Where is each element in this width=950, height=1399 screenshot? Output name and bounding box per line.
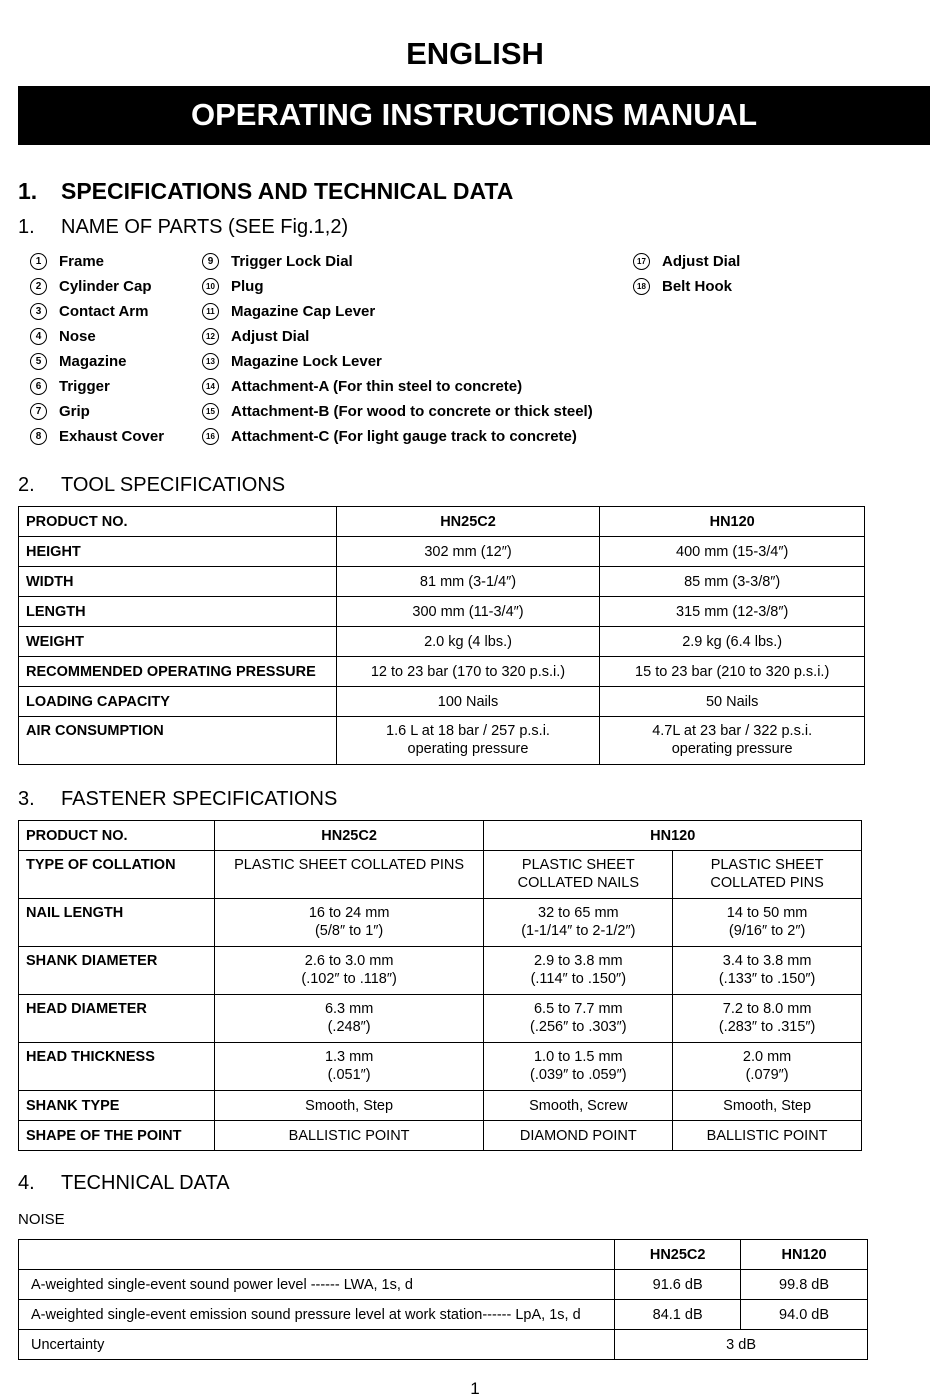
part-item bbox=[30, 326, 96, 348]
part-label: Contact Arm bbox=[59, 303, 149, 320]
cell-line: 3.4 to 3.8 mm bbox=[722, 953, 812, 969]
part-item bbox=[30, 276, 152, 298]
table-cell bbox=[484, 1043, 673, 1091]
part-label: Adjust Dial bbox=[231, 328, 310, 345]
part-number-icon: 6 bbox=[30, 378, 47, 395]
section-1-heading bbox=[18, 178, 513, 205]
fastener-spec-table bbox=[18, 820, 862, 1151]
table-row bbox=[19, 1043, 862, 1091]
table-cell: 15 to 23 bar (210 to 320 p.s.i.) bbox=[600, 657, 865, 687]
cell-line: 1.0 to 1.5 mm bbox=[533, 1049, 623, 1065]
table-cell bbox=[484, 899, 673, 947]
table-row bbox=[19, 657, 865, 687]
part-item bbox=[202, 326, 309, 348]
table-cell: PLASTIC SHEET COLLATED PINS bbox=[214, 851, 484, 899]
table-cell: Smooth, Screw bbox=[484, 1091, 673, 1121]
row-label: HEAD DIAMETER bbox=[19, 995, 215, 1043]
table-cell: 2.9 kg (6.4 lbs.) bbox=[600, 627, 865, 657]
cell-line: 1.3 mm bbox=[324, 1049, 374, 1065]
cell-line: (.283″ to .315″) bbox=[718, 1019, 816, 1035]
table-cell: 84.1 dB bbox=[615, 1300, 741, 1330]
part-number-icon: 4 bbox=[30, 328, 47, 345]
table-header-row bbox=[19, 821, 862, 851]
part-number-icon: 8 bbox=[30, 428, 47, 445]
part-item bbox=[202, 426, 577, 448]
row-label: SHAPE OF THE POINT bbox=[19, 1121, 215, 1151]
row-label: LOADING CAPACITY bbox=[19, 687, 337, 717]
table-cell bbox=[600, 717, 865, 765]
row-label: SHANK DIAMETER bbox=[19, 947, 215, 995]
header-cell: HN25C2 bbox=[615, 1240, 741, 1270]
cell-line: (1-1/14″ to 2-1/2″) bbox=[521, 923, 636, 939]
table-cell: 300 mm (11-3/4″) bbox=[336, 597, 600, 627]
cell-line: 32 to 65 mm bbox=[538, 905, 619, 921]
section-title: TOOL SPECIFICATIONS bbox=[61, 474, 286, 496]
part-number-icon: 3 bbox=[30, 303, 47, 320]
part-item bbox=[30, 401, 90, 423]
cell-line: (9/16″ to 2″) bbox=[728, 923, 806, 939]
table-cell bbox=[214, 1043, 484, 1091]
technical-data-heading bbox=[18, 1172, 230, 1195]
cell-line: (.039″ to .059″) bbox=[530, 1067, 627, 1083]
part-label: Trigger Lock Dial bbox=[231, 253, 353, 270]
cell-line: 1.6 L at 18 bar / 257 p.s.i. bbox=[386, 723, 550, 739]
table-cell bbox=[484, 851, 673, 899]
header-cell: HN120 bbox=[484, 821, 862, 851]
table-row bbox=[19, 1270, 868, 1300]
table-row bbox=[19, 899, 862, 947]
table-row bbox=[19, 947, 862, 995]
table-header-row bbox=[19, 507, 865, 537]
table-row bbox=[19, 717, 865, 765]
part-number-icon: 14 bbox=[202, 378, 219, 395]
part-label: Attachment-C (For light gauge track to concrete) bbox=[231, 428, 577, 445]
table-cell bbox=[214, 995, 484, 1043]
part-item bbox=[30, 351, 127, 373]
cell-line: 14 to 50 mm bbox=[726, 905, 808, 921]
part-number-icon: 7 bbox=[30, 403, 47, 420]
part-number-icon: 16 bbox=[202, 428, 219, 445]
part-label: Exhaust Cover bbox=[59, 428, 165, 445]
cell-line: 16 to 24 mm bbox=[308, 905, 390, 921]
table-row bbox=[19, 1300, 868, 1330]
header-cell: HN25C2 bbox=[336, 507, 600, 537]
table-cell: 99.8 dB bbox=[741, 1270, 868, 1300]
table-cell: 81 mm (3-1/4″) bbox=[336, 567, 600, 597]
table-cell: 94.0 dB bbox=[741, 1300, 868, 1330]
cell-line: (.114″ to .150″) bbox=[530, 971, 627, 987]
part-label: Belt Hook bbox=[662, 278, 733, 295]
tool-spec-table bbox=[18, 506, 865, 765]
header-cell: HN25C2 bbox=[214, 821, 484, 851]
part-label: Nose bbox=[59, 328, 96, 345]
row-label: WIDTH bbox=[19, 567, 337, 597]
row-label: RECOMMENDED OPERATING PRESSURE bbox=[19, 657, 337, 687]
cell-line: 6.3 mm bbox=[324, 1001, 374, 1017]
section-number: 1. bbox=[18, 216, 35, 238]
table-row bbox=[19, 851, 862, 899]
row-label: TYPE OF COLLATION bbox=[19, 851, 215, 899]
language-heading: ENGLISH bbox=[406, 36, 544, 71]
cell-line: (.256″ to .303″) bbox=[530, 1019, 627, 1035]
part-label: Magazine Cap Lever bbox=[231, 303, 376, 320]
part-item bbox=[30, 251, 104, 273]
table-row bbox=[19, 537, 865, 567]
section-title: NAME OF PARTS (SEE Fig.1,2) bbox=[61, 216, 349, 238]
row-label: A-weighted single-event emission sound pressure level at work station------ LpA, 1s, d bbox=[19, 1300, 615, 1330]
cell-line: operating pressure bbox=[671, 741, 793, 757]
fastener-spec-heading bbox=[18, 788, 337, 811]
part-number-icon: 15 bbox=[202, 403, 219, 420]
part-number-icon: 1 bbox=[30, 253, 47, 270]
row-label: SHANK TYPE bbox=[19, 1091, 215, 1121]
part-number-icon: 9 bbox=[202, 253, 219, 270]
table-row bbox=[19, 1091, 862, 1121]
table-cell bbox=[673, 947, 862, 995]
parts-heading bbox=[18, 216, 348, 239]
part-label: Attachment-A (For thin steel to concrete) bbox=[231, 378, 523, 395]
part-item bbox=[202, 276, 264, 298]
part-number-icon: 17 bbox=[633, 253, 650, 270]
table-cell: Smooth, Step bbox=[214, 1091, 484, 1121]
table-cell bbox=[214, 899, 484, 947]
table-cell bbox=[673, 995, 862, 1043]
header-cell: PRODUCT NO. bbox=[19, 821, 215, 851]
row-label: NAIL LENGTH bbox=[19, 899, 215, 947]
cell-line: 2.9 to 3.8 mm bbox=[533, 953, 623, 969]
part-label: Attachment-B (For wood to concrete or thick steel) bbox=[231, 403, 593, 420]
part-item bbox=[633, 276, 732, 298]
part-label: Frame bbox=[59, 253, 105, 270]
part-item bbox=[202, 351, 382, 373]
part-label: Trigger bbox=[59, 378, 110, 395]
table-cell: 400 mm (15-3/4″) bbox=[600, 537, 865, 567]
row-label: LENGTH bbox=[19, 597, 337, 627]
table-cell bbox=[673, 1043, 862, 1091]
part-item bbox=[202, 401, 593, 423]
table-cell bbox=[484, 995, 673, 1043]
table-cell bbox=[673, 899, 862, 947]
part-number-icon: 12 bbox=[202, 328, 219, 345]
part-item bbox=[202, 301, 375, 323]
table-row bbox=[19, 567, 865, 597]
cell-line: (.079″) bbox=[745, 1067, 789, 1083]
table-cell: 302 mm (12″) bbox=[336, 537, 600, 567]
part-label: Cylinder Cap bbox=[59, 278, 152, 295]
table-cell bbox=[336, 717, 600, 765]
cell-line: PLASTIC SHEET bbox=[710, 857, 824, 873]
part-number-icon: 18 bbox=[633, 278, 650, 295]
table-cell: 12 to 23 bar (170 to 320 p.s.i.) bbox=[336, 657, 600, 687]
table-row bbox=[19, 597, 865, 627]
row-label: HEAD THICKNESS bbox=[19, 1043, 215, 1091]
cell-line: (5/8″ to 1″) bbox=[314, 923, 384, 939]
part-number-icon: 10 bbox=[202, 278, 219, 295]
table-cell: 315 mm (12-3/8″) bbox=[600, 597, 865, 627]
cell-line: (.133″ to .150″) bbox=[718, 971, 816, 987]
cell-line: (.248″) bbox=[327, 1019, 371, 1035]
table-row bbox=[19, 627, 865, 657]
part-number-icon: 2 bbox=[30, 278, 47, 295]
section-number: 2. bbox=[18, 474, 35, 496]
cell-line: 2.0 mm bbox=[742, 1049, 792, 1065]
row-label: Uncertainty bbox=[19, 1330, 615, 1360]
noise-label: NOISE bbox=[18, 1211, 65, 1228]
section-number: 3. bbox=[18, 788, 35, 810]
part-label: Adjust Dial bbox=[662, 253, 741, 270]
part-number-icon: 11 bbox=[202, 303, 219, 320]
row-label: AIR CONSUMPTION bbox=[19, 717, 337, 765]
part-label: Magazine bbox=[59, 353, 127, 370]
header-cell: HN120 bbox=[741, 1240, 868, 1270]
part-item bbox=[30, 376, 110, 398]
table-row bbox=[19, 995, 862, 1043]
cell-line: COLLATED PINS bbox=[710, 875, 824, 891]
table-cell bbox=[214, 947, 484, 995]
cell-line: operating pressure bbox=[407, 741, 529, 757]
cell-line: 6.5 to 7.7 mm bbox=[533, 1001, 623, 1017]
part-item bbox=[633, 251, 740, 273]
table-cell: BALLISTIC POINT bbox=[214, 1121, 484, 1151]
manual-title-banner: OPERATING INSTRUCTIONS MANUAL bbox=[18, 86, 930, 145]
table-cell: 50 Nails bbox=[600, 687, 865, 717]
section-number: 4. bbox=[18, 1172, 35, 1194]
part-item bbox=[202, 376, 522, 398]
header-cell bbox=[19, 1240, 615, 1270]
cell-line: 7.2 to 8.0 mm bbox=[722, 1001, 812, 1017]
section-title: SPECIFICATIONS AND TECHNICAL DATA bbox=[61, 178, 514, 204]
section-number: 1. bbox=[18, 178, 38, 204]
section-title: FASTENER SPECIFICATIONS bbox=[61, 788, 338, 810]
table-row bbox=[19, 1121, 862, 1151]
cell-line: 2.6 to 3.0 mm bbox=[304, 953, 394, 969]
cell-line: 4.7L at 23 bar / 322 p.s.i. bbox=[652, 723, 813, 739]
header-cell: HN120 bbox=[600, 507, 865, 537]
table-cell: 3 dB bbox=[615, 1330, 868, 1360]
part-item bbox=[202, 251, 353, 273]
section-title: TECHNICAL DATA bbox=[61, 1172, 230, 1194]
part-item bbox=[30, 426, 164, 448]
table-row bbox=[19, 1330, 868, 1360]
cell-line: COLLATED NAILS bbox=[517, 875, 640, 891]
part-item bbox=[30, 301, 148, 323]
row-label: HEIGHT bbox=[19, 537, 337, 567]
table-cell: Smooth, Step bbox=[673, 1091, 862, 1121]
page-number: 1 bbox=[470, 1379, 480, 1398]
header-cell: PRODUCT NO. bbox=[19, 507, 337, 537]
part-label: Plug bbox=[231, 278, 264, 295]
table-cell: 100 Nails bbox=[336, 687, 600, 717]
noise-table bbox=[18, 1239, 868, 1360]
table-cell bbox=[484, 947, 673, 995]
table-cell: 85 mm (3-3/8″) bbox=[600, 567, 865, 597]
table-cell: 2.0 kg (4 lbs.) bbox=[336, 627, 600, 657]
tool-spec-heading bbox=[18, 474, 285, 497]
table-cell: BALLISTIC POINT bbox=[673, 1121, 862, 1151]
part-label: Magazine Lock Lever bbox=[231, 353, 382, 370]
row-label: WEIGHT bbox=[19, 627, 337, 657]
part-number-icon: 5 bbox=[30, 353, 47, 370]
table-cell bbox=[673, 851, 862, 899]
table-row bbox=[19, 687, 865, 717]
row-label: A-weighted single-event sound power level ------ LWA, 1s, d bbox=[19, 1270, 615, 1300]
table-header-row bbox=[19, 1240, 868, 1270]
part-label: Grip bbox=[59, 403, 90, 420]
cell-line: (.102″ to .118″) bbox=[301, 971, 397, 987]
part-number-icon: 13 bbox=[202, 353, 219, 370]
table-cell: DIAMOND POINT bbox=[484, 1121, 673, 1151]
cell-line: (.051″) bbox=[327, 1067, 371, 1083]
cell-line: PLASTIC SHEET bbox=[521, 857, 635, 873]
table-cell: 91.6 dB bbox=[615, 1270, 741, 1300]
